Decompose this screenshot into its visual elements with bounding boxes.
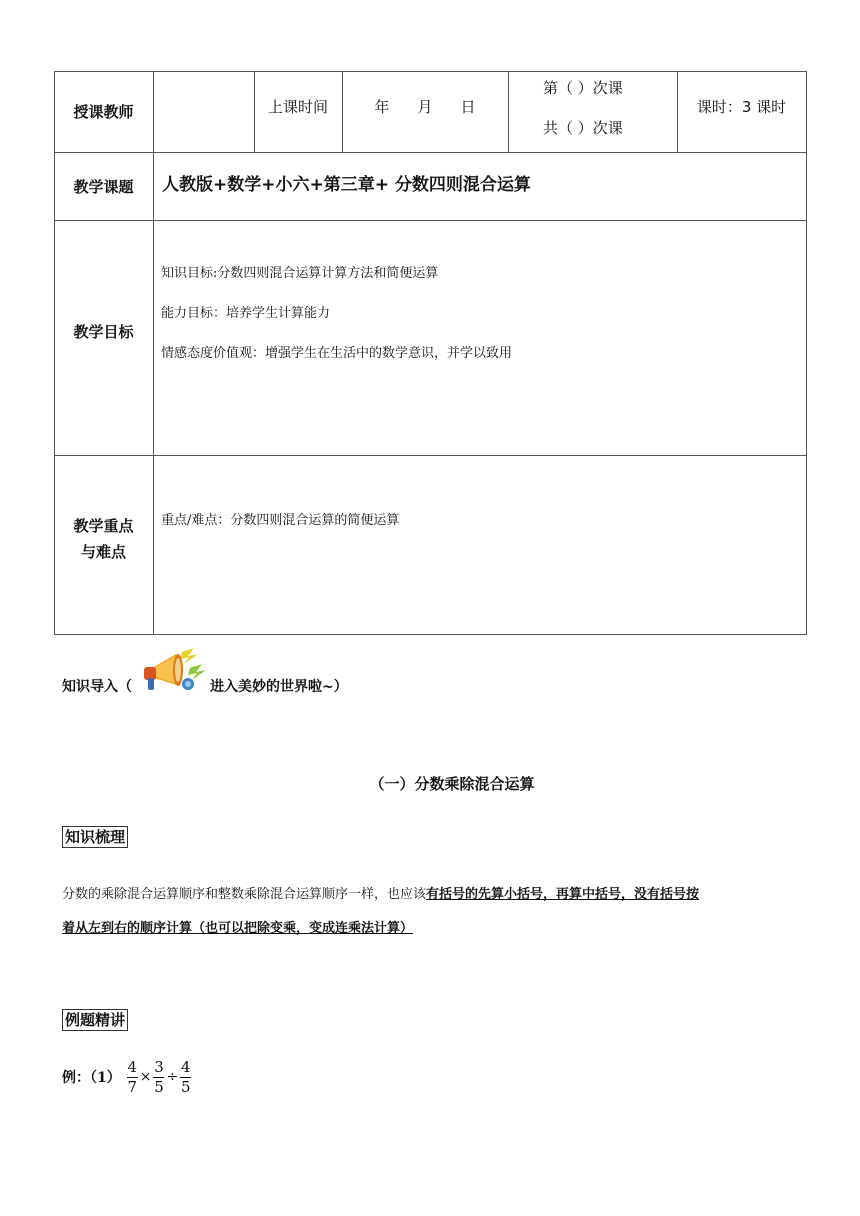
example-1 [62,1055,192,1099]
session-total: 共（ ）次课 [543,119,623,137]
date-day: 日 [460,97,476,116]
goal-knowledge: 知识目标:分数四则混合运算计算方法和简便运算 [161,266,439,281]
time-label: 上课时间 [267,97,328,116]
knowledge-text-rule-2: 着从左到右的顺序计算（也可以把除变乘，变成连乘法计算） [62,921,414,936]
class-hours: 课时：3 课时 [696,97,787,116]
knowledge-text-rule-1: 有括号的先算小括号，再算中括号，没有括号按 [426,887,700,902]
multiply-sign: × [139,1069,152,1085]
example-prefix: 例：（1） [62,1070,121,1086]
examples-heading: 例题精讲 [62,1009,128,1031]
topic-value: 人教版+数学+小六+第三章+ 分数四则混合运算 [162,175,531,195]
key-label-line2: 与难点 [80,543,126,561]
date-year: 年 [374,97,390,116]
intro-line [62,646,348,696]
intro-suffix: 进入美妙的世界啦~） [210,679,348,695]
fraction-1-numerator: 4 [127,1057,138,1076]
section-title: （一）分数乘除混合运算 [369,775,535,793]
topic-label: 教学课题 [73,177,134,196]
fraction-1 [127,1059,138,1096]
knowledge-heading: 知识梳理 [62,826,128,848]
divide-sign: ÷ [166,1069,179,1085]
knowledge-text [62,878,807,946]
fraction-3-numerator: 4 [180,1057,191,1076]
fraction-2 [153,1059,164,1096]
fraction-1-denominator: 7 [127,1077,138,1096]
megaphone-icon [132,646,210,696]
goal-label: 教学目标 [73,323,134,341]
teacher-label: 授课教师 [73,103,134,121]
goal-ability: 能力目标：培养学生计算能力 [161,306,331,321]
session-current: 第（ ）次课 [543,79,623,97]
key-label-line1: 教学重点 [73,517,134,535]
goal-attitude: 情感态度价值观：增强学生在生活中的数学意识，并学以致用 [161,346,513,361]
intro-prefix: 知识导入（ [62,679,132,695]
key-value: 重点/难点：分数四则混合运算的简便运算 [161,513,400,528]
fraction-3-denominator: 5 [180,1077,191,1096]
fraction-2-denominator: 5 [154,1077,164,1096]
knowledge-text-plain: 分数的乘除混合运算顺序和整数乘除混合运算顺序一样，也应该 [62,887,427,902]
fraction-3 [180,1059,191,1096]
fraction-2-numerator: 3 [154,1057,164,1076]
date-month: 月 [417,97,433,116]
